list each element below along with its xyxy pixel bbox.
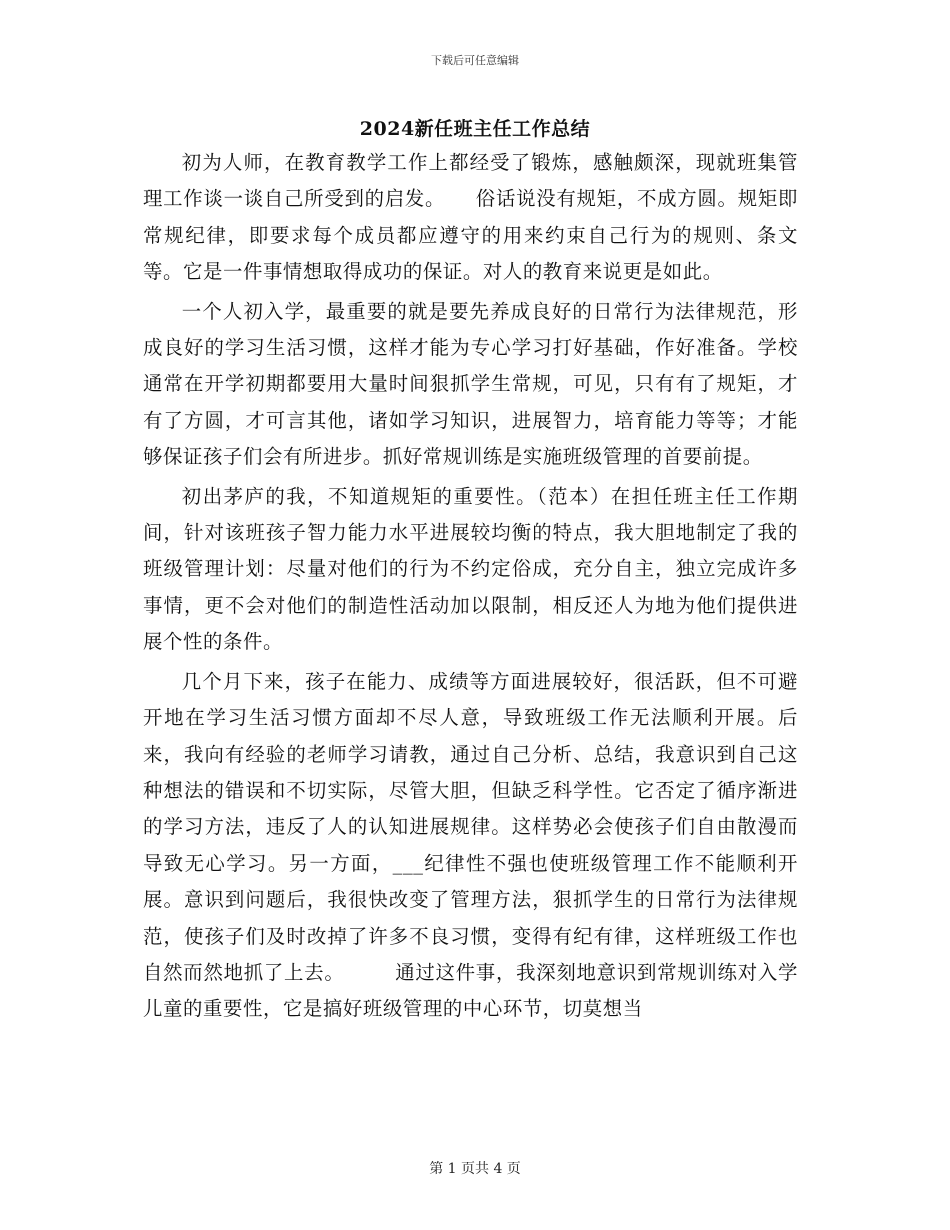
document-body <box>143 145 798 1028</box>
paragraph-2: 一个人初入学，最重要的就是要先养成良好的日常行为法律规范，形成良好的学习生活习惯，这样才能为专心学习打好基础，作好准备。学校通常在开学初期都要用大量时间狠抓学生常规，可见，只有有了规矩，才有了方圆，才可言其他，诸如学习知识，进展智力，培育能力等等；才能够保证孩子们会有所进步。抓好常规训练是实施班级管理的首要前提。 <box>143 299 798 469</box>
paragraph-3: 初出茅庐的我，不知道规矩的重要性。（范本）在担任班主任工作期间，针对该班孩子智力能力水平进展较均衡的特点，我大胆地制定了我的班级管理计划：尽量对他们的行为不约定俗成，充分自主，独立完成许多事情，更不会对他们的制造性活动加以限制，相反还人为地为他们提供进展个性的条件。 <box>143 484 798 654</box>
header-note: 下载后可任意编辑 <box>431 54 519 67</box>
paragraph-1: 初为人师，在教育教学工作上都经受了锻炼，感触颇深，现就班集管理工作谈一谈自己所受到的启发。 俗话说没有规矩，不成方圆。规矩即常规纪律，即要求每个成员都应遵守的用来约束自己行为的规则、条文等。它是一件事情想取得成功的保证。对人的教育来说更是如此。 <box>143 151 798 284</box>
document-title: 2024新任班主任工作总结 <box>359 118 591 140</box>
paragraph-4: 几个月下来，孩子在能力、成绩等方面进展较好，很活跃，但不可避开地在学习生活习惯方面却不尽人意，导致班级工作无法顺利开展。后来，我向有经验的老师学习请教，通过自己分析、总结，我意识到自己这种想法的错误和不切实际，尽管大胆，但缺乏科学性。它否定了循序渐进的学习方法，违反了人的认知进展规律。这样势必会使孩子们自由散漫而导致无心学习。另一方面，___纪律性不强也使班级管理工作不能顺利开展。意识到问题后，我很快改变了管理方法，狠抓学生的日常行为法律规范，使孩子们及时改掉了许多不良习惯，变得有纪有律，这样班级工作也自然而然地抓了上去。 通过这件事，我深刻地意识到常规训练对入学儿童的重要性，它是搞好班级管理的中心环节，切莫想当 <box>143 669 798 1021</box>
page-number-footer: 第 1 页共 4 页 <box>429 1161 521 1177</box>
